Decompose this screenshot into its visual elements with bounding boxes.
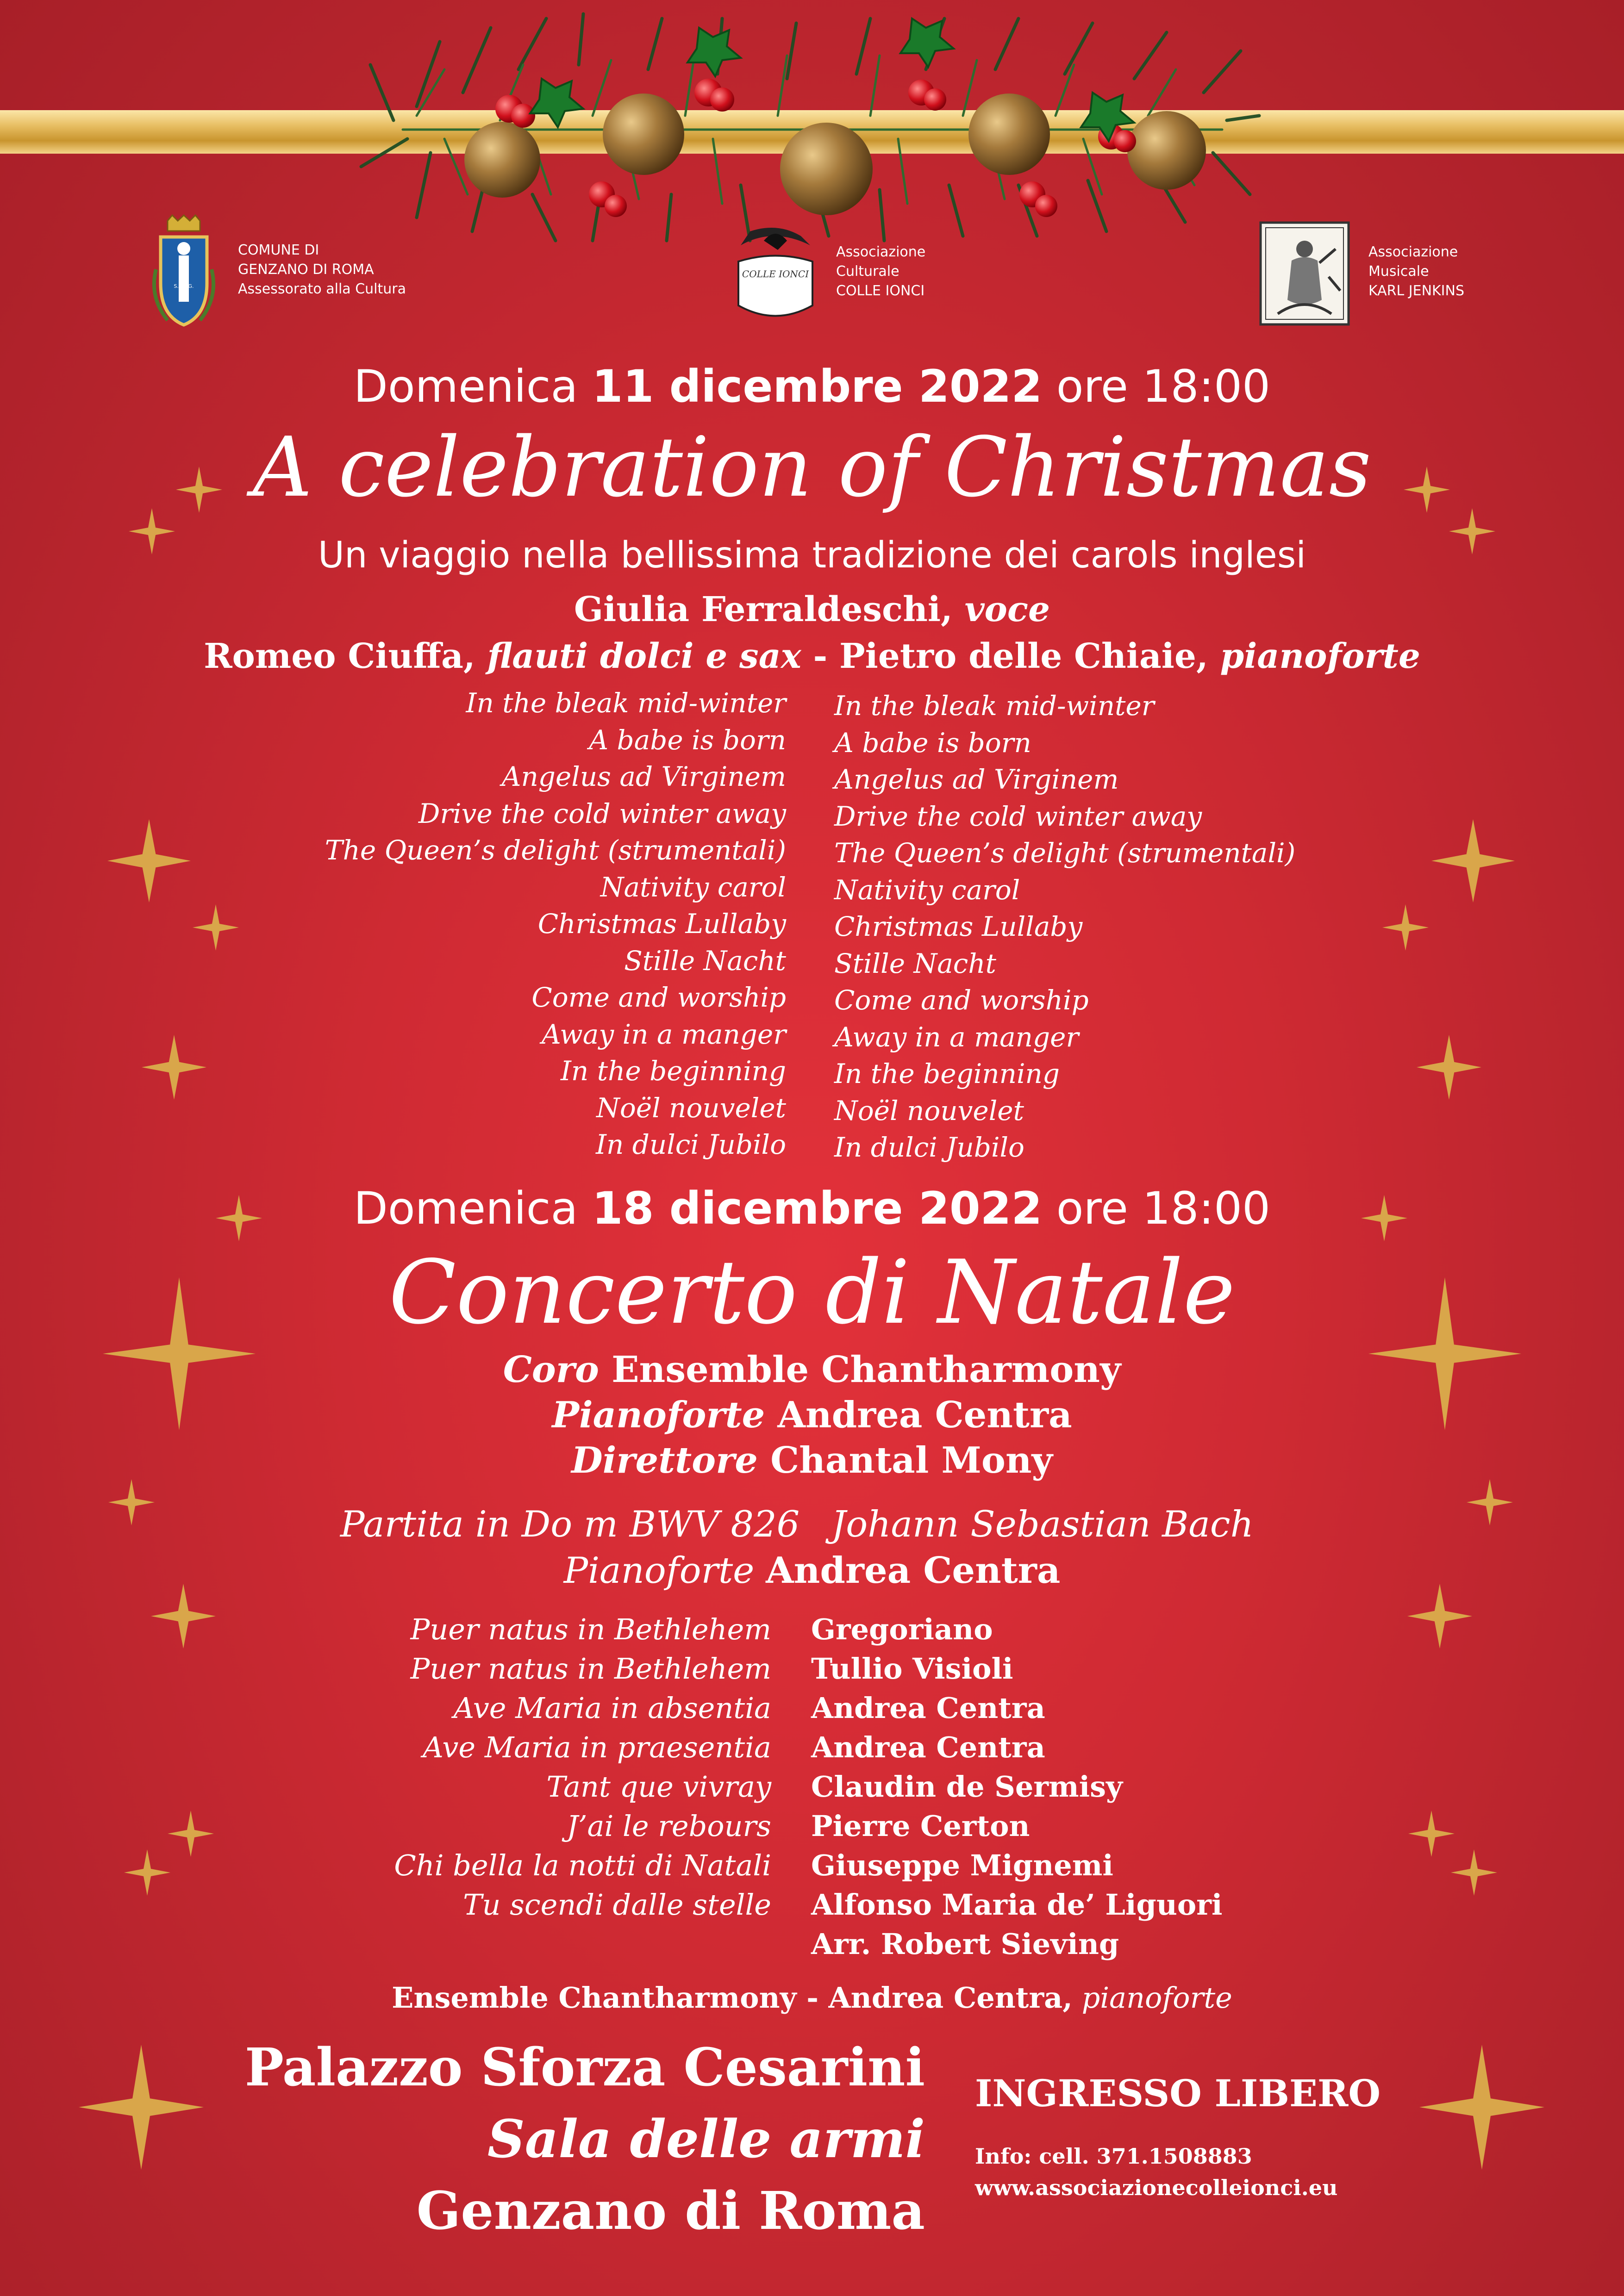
event1-date-suffix: ore 18:00 [1056, 361, 1271, 412]
performer3-role: pianoforte [1220, 636, 1420, 676]
program-item: Angelus ad Virginem [834, 764, 1119, 795]
program-item: In the beginning [834, 1058, 1060, 1089]
venue-line2: Sala delle armi [487, 2109, 925, 2170]
event2-title: Concerto di Natale [388, 1241, 1236, 1344]
karl-jenkins-line3: KARL JENKINS [1368, 283, 1465, 299]
partita-performer [0, 1548, 1624, 1594]
karl-jenkins-logo-icon [1259, 221, 1350, 326]
closing-performers: Ensemble Chantharmony - Andrea Centra, [392, 1981, 1073, 2015]
karl-jenkins-line2: Musicale [1368, 263, 1429, 280]
star-icon [1467, 1479, 1513, 1525]
credit-role: Direttore [571, 1439, 758, 1481]
star-icon [1404, 467, 1450, 513]
performer1-role: voce [964, 590, 1050, 629]
program-item: Noël nouvelet [596, 1092, 786, 1124]
closing-role: pianoforte [1081, 1981, 1232, 2015]
performer2-name: Romeo Ciuffa, [204, 636, 475, 676]
composer-item: Tullio Visioli [811, 1652, 1013, 1686]
genzano-coat-of-arms-icon [149, 214, 219, 330]
event1-date [0, 356, 1624, 417]
credit-name: Andrea Centra [777, 1394, 1072, 1436]
work-item: J’ai le rebours [566, 1809, 771, 1843]
star-icon [1451, 1849, 1497, 1896]
program-item: The Queen’s delight (strumentali) [834, 837, 1296, 869]
event1-performer-1 [0, 586, 1624, 633]
work-item: Ave Maria in absentia [453, 1691, 771, 1725]
program-item: In dulci Jubilo [596, 1129, 786, 1160]
program-item: The Queen’s delight (strumentali) [325, 834, 786, 866]
website-link[interactable]: www.associazionecolleionci.eu [975, 2175, 1338, 2200]
info-phone: Info: cell. 371.1508883 [975, 2144, 1252, 2169]
star-icon [1431, 819, 1515, 902]
composer-item: Arr. Robert Sieving [811, 1927, 1119, 1961]
event1-date-main: 11 dicembre 2022 [592, 361, 1043, 412]
star-icon [107, 819, 191, 902]
colle-ionci-line3: COLLE IONCI [836, 283, 925, 299]
event1-title: A celebration of Christmas [252, 419, 1372, 515]
event2-works [394, 1610, 771, 1924]
program-item: In the beginning [561, 1055, 786, 1087]
star-icon [1382, 904, 1429, 951]
program-item: Drive the cold winter away [418, 797, 786, 829]
credit-name: Ensemble Chantharmony [612, 1349, 1121, 1391]
program-item: Nativity carol [834, 874, 1020, 906]
program-item: Away in a manger [834, 1021, 1079, 1053]
star-icon [1407, 1584, 1472, 1649]
star-icon [129, 508, 175, 554]
comune-badge-text: S.P.Q.G. [174, 283, 194, 289]
star-icon [79, 2045, 204, 2170]
composer-item: Claudin de Sermisy [811, 1770, 1123, 1804]
comune-line1: COMUNE DI [238, 242, 319, 258]
comune-logo-text [238, 241, 406, 299]
colle-ionci-logo-text [836, 243, 925, 301]
event1-program-right [834, 688, 1295, 1166]
composer-item: Gregoriano [811, 1612, 993, 1646]
star-icon [1449, 508, 1495, 554]
performer1-name: Giulia Ferraldeschi, [574, 590, 953, 629]
colle-ionci-badge-text: COLLE IONCI [742, 268, 809, 280]
star-icon [1408, 1811, 1455, 1857]
composer-item: Pierre Certon [811, 1809, 1030, 1843]
program-item: Drive the cold winter away [834, 800, 1202, 832]
star-icon [193, 904, 239, 951]
event2-date-prefix: Domenica [353, 1182, 578, 1234]
star-icon [168, 1811, 214, 1857]
work-item: Puer natus in Bethlehem [410, 1612, 771, 1646]
star-icon [176, 467, 222, 513]
star-icon [151, 1584, 216, 1649]
entry-label: INGRESSO LIBERO [975, 2072, 1381, 2115]
event1-date-prefix: Domenica [353, 361, 578, 412]
program-item: In the bleak mid-winter [834, 690, 1155, 722]
credit-role: Pianoforte [552, 1394, 765, 1436]
work-item: Chi bella la notti di Natali [394, 1848, 771, 1882]
star-icon [1419, 2045, 1544, 2170]
program-item: Stille Nacht [834, 947, 996, 979]
program-item: In dulci Jubilo [834, 1132, 1024, 1163]
star-icon [216, 1195, 262, 1241]
event2-date-suffix: ore 18:00 [1056, 1182, 1271, 1234]
program-item: Come and worship [834, 984, 1089, 1016]
star-icon [1361, 1195, 1407, 1241]
venue-line1: Palazzo Sforza Cesarini [244, 2037, 925, 2098]
work-item: Tant que vivray [546, 1770, 771, 1804]
program-item: Angelus ad Virginem [501, 761, 786, 792]
program-item: Come and worship [531, 982, 786, 1013]
comune-line2: GENZANO DI ROMA [238, 261, 374, 278]
composer-item: Andrea Centra [811, 1691, 1045, 1725]
event2-composers [811, 1610, 1223, 1964]
work-item: Puer natus in Bethlehem [410, 1652, 771, 1686]
karl-jenkins-logo-text [1368, 243, 1464, 301]
composer-item: Alfonso Maria de’ Liguori [811, 1888, 1223, 1922]
credit-role: Coro [503, 1349, 599, 1391]
event2-credit-direttore [0, 1437, 1624, 1484]
work-item: Ave Maria in praesentia [423, 1730, 771, 1764]
partita-performer-name: Andrea Centra [766, 1549, 1061, 1592]
program-item: Noël nouvelet [834, 1095, 1024, 1126]
colle-ionci-line1: Associazione [836, 244, 926, 260]
partita-work: Partita in Do m BWV 826 [340, 1504, 800, 1545]
event1-performers-2-3 [0, 633, 1624, 679]
program-item: Nativity carol [600, 871, 786, 903]
credit-name: Chantal Mony [770, 1439, 1053, 1481]
comune-line3: Assessorato alla Cultura [238, 281, 406, 297]
star-icon [142, 1035, 206, 1100]
event1-subtitle: Un viaggio nella bellissima tradizione dei carols inglesi [318, 535, 1306, 576]
star-icon [124, 1849, 170, 1896]
star-icon [1368, 1277, 1521, 1430]
program-item: In the bleak mid-winter [466, 687, 786, 719]
composer-item: Andrea Centra [811, 1730, 1045, 1764]
performer3-name: Pietro delle Chiaie, [839, 636, 1208, 676]
program-item: Stille Nacht [624, 945, 786, 977]
star-icon [103, 1277, 256, 1430]
event2-closing-line [0, 1977, 1624, 2019]
program-item: Away in a manger [541, 1018, 786, 1050]
work-item: Tu scendi dalle stelle [463, 1888, 771, 1922]
program-item: Christmas Lullaby [537, 908, 786, 940]
program-item: A babe is born [834, 727, 1031, 759]
performer-separator: - [813, 636, 828, 676]
venue [245, 2032, 925, 2247]
performer2-role: flauti dolci e sax [487, 636, 801, 676]
colle-ionci-line2: Culturale [836, 263, 899, 280]
event1-program-left [325, 685, 786, 1164]
program-item: Christmas Lullaby [834, 911, 1083, 942]
event2-date-main: 18 dicembre 2022 [592, 1182, 1043, 1234]
venue-line3: Genzano di Roma [416, 2181, 925, 2241]
star-icon [1417, 1035, 1481, 1100]
star-icon [108, 1479, 155, 1525]
program-item: A babe is born [589, 724, 786, 756]
composer-item: Giuseppe Mignemi [811, 1848, 1113, 1882]
partita-composer: Johann Sebastian Bach [831, 1504, 1254, 1545]
karl-jenkins-line1: Associazione [1368, 244, 1458, 260]
partita-role: Pianoforte [563, 1550, 755, 1592]
